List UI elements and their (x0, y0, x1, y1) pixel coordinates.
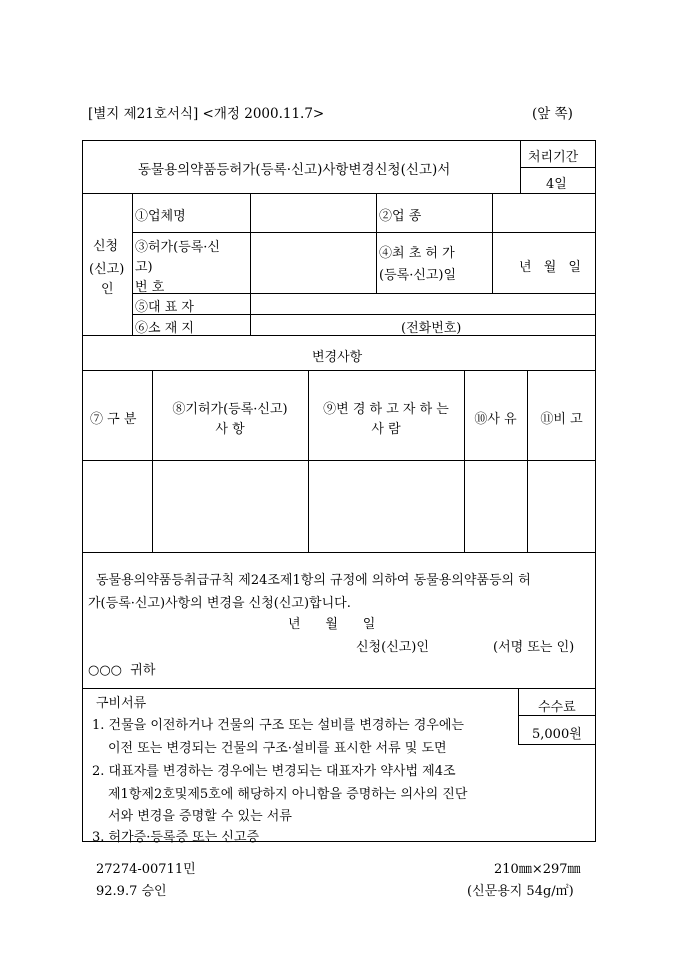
documents-item2-line1: 2. 대표자를 변경하는 경우에는 변경되는 대표자가 약사법 제4조 (92, 764, 456, 779)
vline-fee (518, 688, 519, 744)
form-title: 동물용의약품등허가(등록·신고)사항변경신청(신고)서 (138, 162, 451, 178)
initial-permit-label-2: (등록·신고)일 (379, 268, 457, 283)
business-type-label: ②업 종 (379, 209, 422, 224)
permit-number-label-3: 번 호 (135, 280, 165, 295)
vline-changes-4 (527, 370, 528, 552)
divider-row2 (132, 293, 596, 294)
fee-label: 수수료 (538, 700, 576, 715)
documents-item1-line1: 1. 건물을 이전하거나 건물의 구조 또는 설비를 변경하는 경우에는 (92, 718, 464, 733)
declaration-date: 년 월 일 (288, 617, 376, 632)
initial-permit-label-1: ④최 초 허 가 (379, 246, 455, 261)
applicant-section-label-2: (신고) (89, 262, 125, 277)
declaration-applicant: 신청(신고)인 (356, 640, 429, 655)
vline-applicant-label (132, 193, 133, 335)
changes-col-reason: ⑩사 유 (474, 412, 517, 427)
permit-number-label-2: 고) (135, 260, 153, 275)
changes-section-title: 변경사항 (312, 350, 363, 365)
divider-changes-bottom (82, 552, 596, 553)
form-number: [별지 제21호서식] <개정 2000.11.7> (88, 106, 325, 122)
business-name-label: ①업체명 (135, 209, 186, 224)
divider-fee-bottom (518, 744, 596, 745)
divider-changes-title (82, 370, 596, 371)
declaration-signature: (서명 또는 인) (493, 640, 575, 655)
documents-item1-line2: 이전 또는 변경되는 건물의 구조·설비를 표시한 서류 및 도면 (108, 741, 447, 756)
applicant-section-label-3: 인 (101, 282, 114, 297)
documents-title: 구비서류 (96, 696, 147, 711)
divider-title-bottom (82, 193, 596, 194)
vline-applicant-field2 (492, 193, 493, 293)
divider-fee-mid (518, 715, 596, 716)
documents-item2-line2: 제1항제2호및제5호에 해당하지 아니함을 증명하는 의사의 진단 (108, 787, 468, 802)
changes-col-new-2: 사 람 (371, 422, 401, 437)
documents-item2-line3: 서와 변경을 증명할 수 있는 서류 (108, 809, 292, 824)
declaration-addressee: ○○○ 귀하 (88, 663, 156, 678)
declaration-line-1: 동물용의약품등취급규칙 제24조제1항의 규정에 의하여 동물용의약품등의 허 (96, 573, 531, 588)
processing-period-label: 처리기간 (528, 150, 579, 165)
applicant-section-label-1: 신청 (93, 239, 119, 254)
vline-processing (520, 140, 521, 193)
footer-approval: 92.9.7 승인 (96, 884, 167, 899)
permit-number-label-1: ③허가(등록·신 (135, 240, 220, 255)
page-side-label: (앞 쪽) (532, 106, 573, 122)
changes-col-new-1: ⑨변 경 하 고 자 하 는 (323, 402, 449, 417)
processing-period-value: 4일 (546, 177, 567, 192)
fee-value: 5,000원 (532, 727, 582, 742)
divider-processing (520, 167, 596, 168)
vline-applicant-field1 (250, 193, 251, 335)
footer-code: 27274-00711민 (96, 862, 196, 877)
declaration-line-2: 가(등록·신고)사항의 변경을 신청(신고)합니다. (88, 596, 351, 611)
changes-col-existing-1: ⑧기허가(등록·신고) (172, 402, 288, 417)
changes-col-remarks: ⑪비 고 (540, 412, 583, 427)
initial-permit-date: 년 월 일 (519, 260, 581, 275)
phone-label: (전화번호) (401, 321, 462, 336)
address-label: ⑥소 재 지 (135, 321, 194, 336)
changes-col-category: ⑦ 구 분 (90, 412, 137, 427)
changes-col-existing-2: 사 항 (215, 422, 245, 437)
divider-row3 (132, 314, 596, 315)
vline-applicant-label2 (376, 193, 377, 293)
footer-paper: (신문용지 54g/㎡) (467, 884, 574, 899)
representative-label: ⑤대 표 자 (135, 300, 194, 315)
divider-changes-header (82, 460, 596, 461)
footer-size: 210㎜×297㎜ (494, 862, 581, 877)
divider-row1 (132, 232, 596, 233)
documents-item3: 3. 허가증·등록증 또는 신고증 (92, 830, 260, 845)
vline-changes-3 (464, 370, 465, 552)
